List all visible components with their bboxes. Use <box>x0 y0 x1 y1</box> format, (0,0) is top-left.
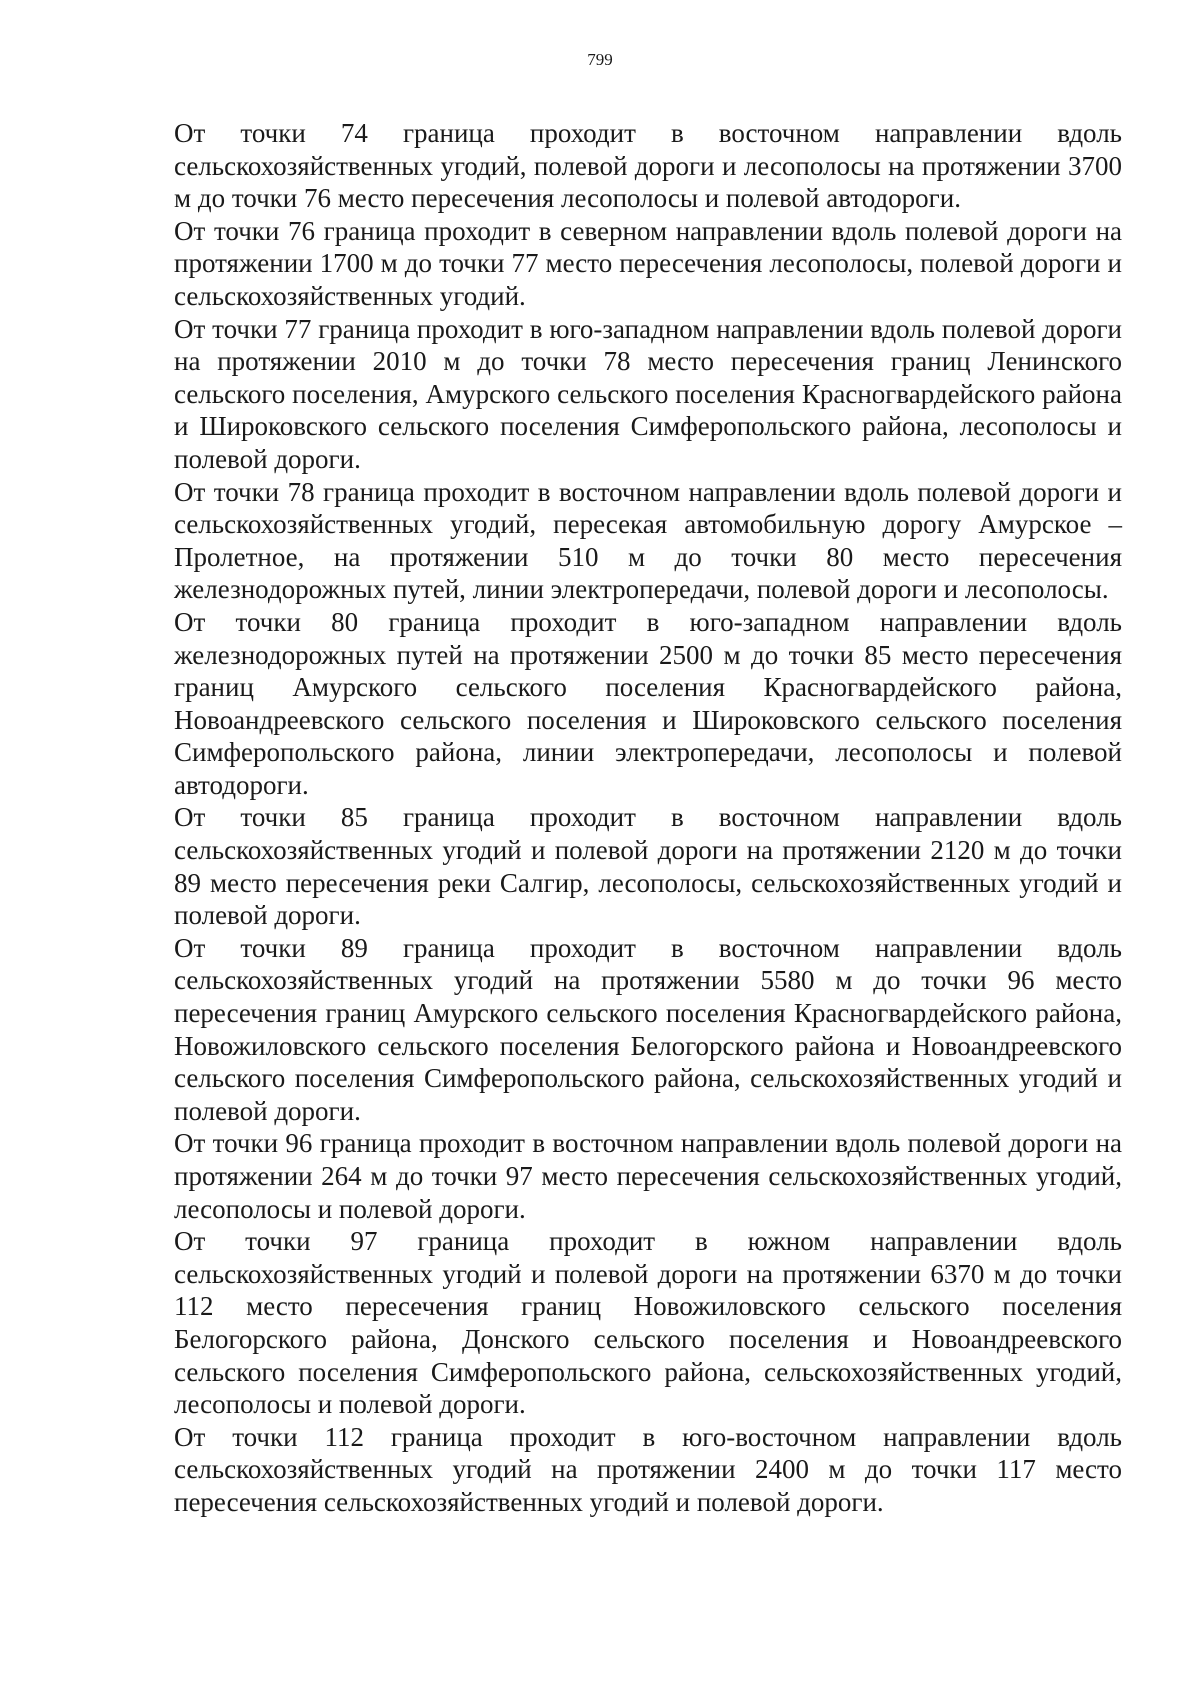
boundary-paragraph-point-85: От точки 85 граница проходит в восточном направлении вдоль сельскохозяйственных угодий и полевой дороги на протяжении 2120 м до точки 89 место пересечения реки Салгир, лесополосы, сельскохозяйственных угодий и полевой дороги. <box>174 802 1122 931</box>
boundary-paragraph-point-89: От точки 89 граница проходит в восточном направлении вдоль сельскохозяйственных угодий на протяжении 5580 м до точки 96 место пересечения границ Амурского сельского поселения Красногвардейского района, Новожиловского сельского поселения Белогорского района и Новоандреевского сельского поселения Симферопольского района, сельскохозяйственных угодий и полевой дороги. <box>174 932 1122 1126</box>
boundary-paragraph-point-96: От точки 96 граница проходит в восточном направлении вдоль полевой дороги на протяжении 264 м до точки 97 место пересечения сельскохозяйственных угодий, лесополосы и полевой дороги. <box>174 1128 1122 1224</box>
boundary-paragraph-point-80: От точки 80 граница проходит в юго-западном направлении вдоль железнодорожных путей на протяжении 2500 м до точки 85 место пересечения границ Амурского сельского поселения Красногвардейского района, Новоандреевского сельского поселения и Широковского сельского поселения Симферопольского района, линии электропередачи, лесополосы и полевой автодороги. <box>174 606 1122 800</box>
boundary-paragraph-point-78: От точки 78 граница проходит в восточном направлении вдоль полевой дороги и сельскохозяйственных угодий, пересекая автомобильную дорогу Амурское – Пролетное, на протяжении 510 м до точки 80 место пересечения железнодорожных путей, линии электропередачи, полевой дороги и лесополосы. <box>174 476 1122 605</box>
document-body <box>174 117 1122 1519</box>
boundary-paragraph-point-112: От точки 112 граница проходит в юго-восточном направлении вдоль сельскохозяйственных угодий на протяжении 2400 м до точки 117 место пересечения сельскохозяйственных угодий и полевой дороги. <box>174 1421 1122 1517</box>
boundary-paragraph-point-74: От точки 74 граница проходит в восточном направлении вдоль сельскохозяйственных угодий, полевой дороги и лесополосы на протяжении 3700 м до точки 76 место пересечения лесополосы и полевой автодороги. <box>174 118 1122 214</box>
page-number: 799 <box>587 50 613 69</box>
boundary-paragraph-point-97: От точки 97 граница проходит в южном направлении вдоль сельскохозяйственных угодий и полевой дороги на протяжении 6370 м до точки 112 место пересечения границ Новожиловского сельского поселения Белогорского района, Донского сельского поселения и Новоандреевского сельского поселения Симферопольского района, сельскохозяйственных угодий, лесополосы и полевой дороги. <box>174 1226 1122 1420</box>
boundary-paragraph-point-76: От точки 76 граница проходит в северном направлении вдоль полевой дороги на протяжении 1700 м до точки 77 место пересечения лесополосы, полевой дороги и сельскохозяйственных угодий. <box>174 215 1122 311</box>
boundary-paragraph-point-77: От точки 77 граница проходит в юго-западном направлении вдоль полевой дороги на протяжении 2010 м до точки 78 место пересечения границ Ленинского сельского поселения, Амурского сельского поселения Красногвардейского района и Широковского сельского поселения Симферопольского района, лесополосы и полевой дороги. <box>174 313 1122 474</box>
